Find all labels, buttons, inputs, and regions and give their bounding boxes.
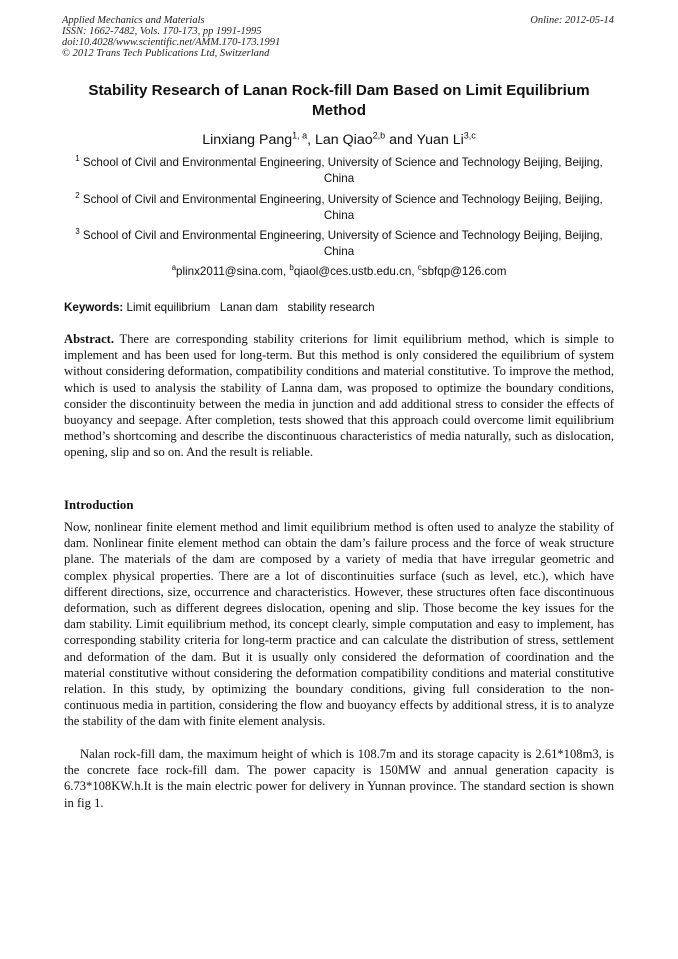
- email-sup: c: [417, 263, 422, 273]
- author-name: Lan Qiao: [315, 132, 373, 148]
- abstract-label: Abstract.: [64, 332, 115, 346]
- section-heading-introduction: Introduction: [64, 498, 134, 512]
- keywords: [64, 300, 375, 315]
- journal-header: [62, 15, 280, 59]
- author-sup: 2,b: [372, 130, 386, 141]
- email-list: [62, 264, 616, 279]
- affiliation: [62, 228, 616, 259]
- doi-line: doi:10.4028/www.scientific.net/AMM.170-173.1991: [62, 37, 281, 48]
- author-sup: 1, a: [292, 130, 308, 141]
- affiliation-num: 1: [75, 154, 80, 164]
- intro-paragraph-1: Now, nonlinear finite element method and limit equilibrium method is often used to analyze the stability of dam. Nonlinear finite element method can obtain the dam’s failure process and the force of weak structure plane. The materials of the dam are composed by a variety of media that have irregular geometric and complex physical properties. There are a lot of discontinuities surface (such as level, etc.), which have different directions, size, occurrence and characteristics. However, these structures often face discontinuous deformation, such as different degrees dislocation, opening and slip. Those become the key issues for the dam stability. Limit equilibrium method, its concept clearly, simple computation and easy to implement, has corresponding stability criteria for long-term practice and can calculate the distribution of stress, settlement and deformation of the dam. But it is usually only considered the deformation of coordination and the material constitutive without considering the deformation compatibility conditions and material constitutive relation. In this study, by optimizing the boundary conditions, giving full consideration to the non-continuous media in partition, considering the flow and buoyancy effects by additional stress, it is to analyze the stability of the dam with finite element analysis.: [64, 520, 614, 729]
- email-address: plinx2011@sina.com,: [176, 265, 290, 278]
- copyright-line: © 2012 Trans Tech Publications Ltd, Switzerland: [62, 48, 270, 59]
- affiliation-text: School of Civil and Environmental Engineering, University of Science and Technology Beijing, Beijing, China: [82, 193, 603, 222]
- author-name: Yuan Li: [416, 132, 464, 148]
- email-sup: b: [289, 263, 294, 273]
- affiliation-num: 2: [75, 191, 80, 201]
- abstract-text: There are corresponding stability criterions for limit equilibrium method, which is simple to implement and has been used for long-term. But this method is only considered the equilibrium of system without considering deformation, compatibility conditions and material constitutive. To improve the method, which is used to analysis the stability of Lanna dam, was proposed to optimize the boundary conditions, consider the discontinuity between the media in junction and add additional stress to consider the effects of buoyancy and seepage. After completion, tests showed that this approach could overcome limit equilibrium method’s shortcoming and describe the discontinuous characteristics of media naturally, such as dislocation, opening, slip and so on. And the result is reliable.: [64, 332, 614, 460]
- author-name: Linxiang Pang: [202, 132, 293, 148]
- author-sup: 3,c: [463, 130, 476, 141]
- online-date: Online: 2012-05-14: [530, 15, 614, 26]
- affiliation-text: School of Civil and Environmental Engineering, University of Science and Technology Beijing, Beijing, China: [82, 156, 603, 185]
- intro-paragraph-2: Nalan rock-fill dam, the maximum height of which is 108.7m and its storage capacity is 2.61*108m3, is the concrete face rock-fill dam. The power capacity is 150MW and annual generation capacity is 6.73*108KW.h.It is the main electric power for delivery in Yunnan province. The standard section is shown in fig 1.: [64, 747, 614, 810]
- affiliation-num: 3: [75, 227, 80, 237]
- affiliation: [62, 155, 616, 186]
- author-separator: ,: [307, 132, 316, 148]
- issn-line: ISSN: 1662-7482, Vols. 170-173, pp 1991-1995: [62, 26, 262, 37]
- email-address: qiaol@ces.ustb.edu.cn,: [293, 265, 418, 278]
- email-sup: a: [171, 263, 177, 273]
- author-separator: and: [385, 132, 417, 148]
- affiliation-text: School of Civil and Environmental Engineering, University of Science and Technology Beijing, Beijing, China: [82, 229, 603, 258]
- keywords-text: Limit equilibrium Lanan dam stability research: [123, 301, 375, 314]
- affiliation: [62, 192, 616, 223]
- email-address: sbfqp@126.com: [421, 265, 507, 278]
- keywords-label: Keywords:: [64, 301, 124, 314]
- journal-name: Applied Mechanics and Materials: [62, 15, 205, 26]
- abstract: [64, 331, 614, 461]
- author-list: [62, 131, 616, 149]
- paper-title: Stability Research of Lanan Rock-fill Dam Based on Limit Equilibrium Method: [88, 82, 590, 119]
